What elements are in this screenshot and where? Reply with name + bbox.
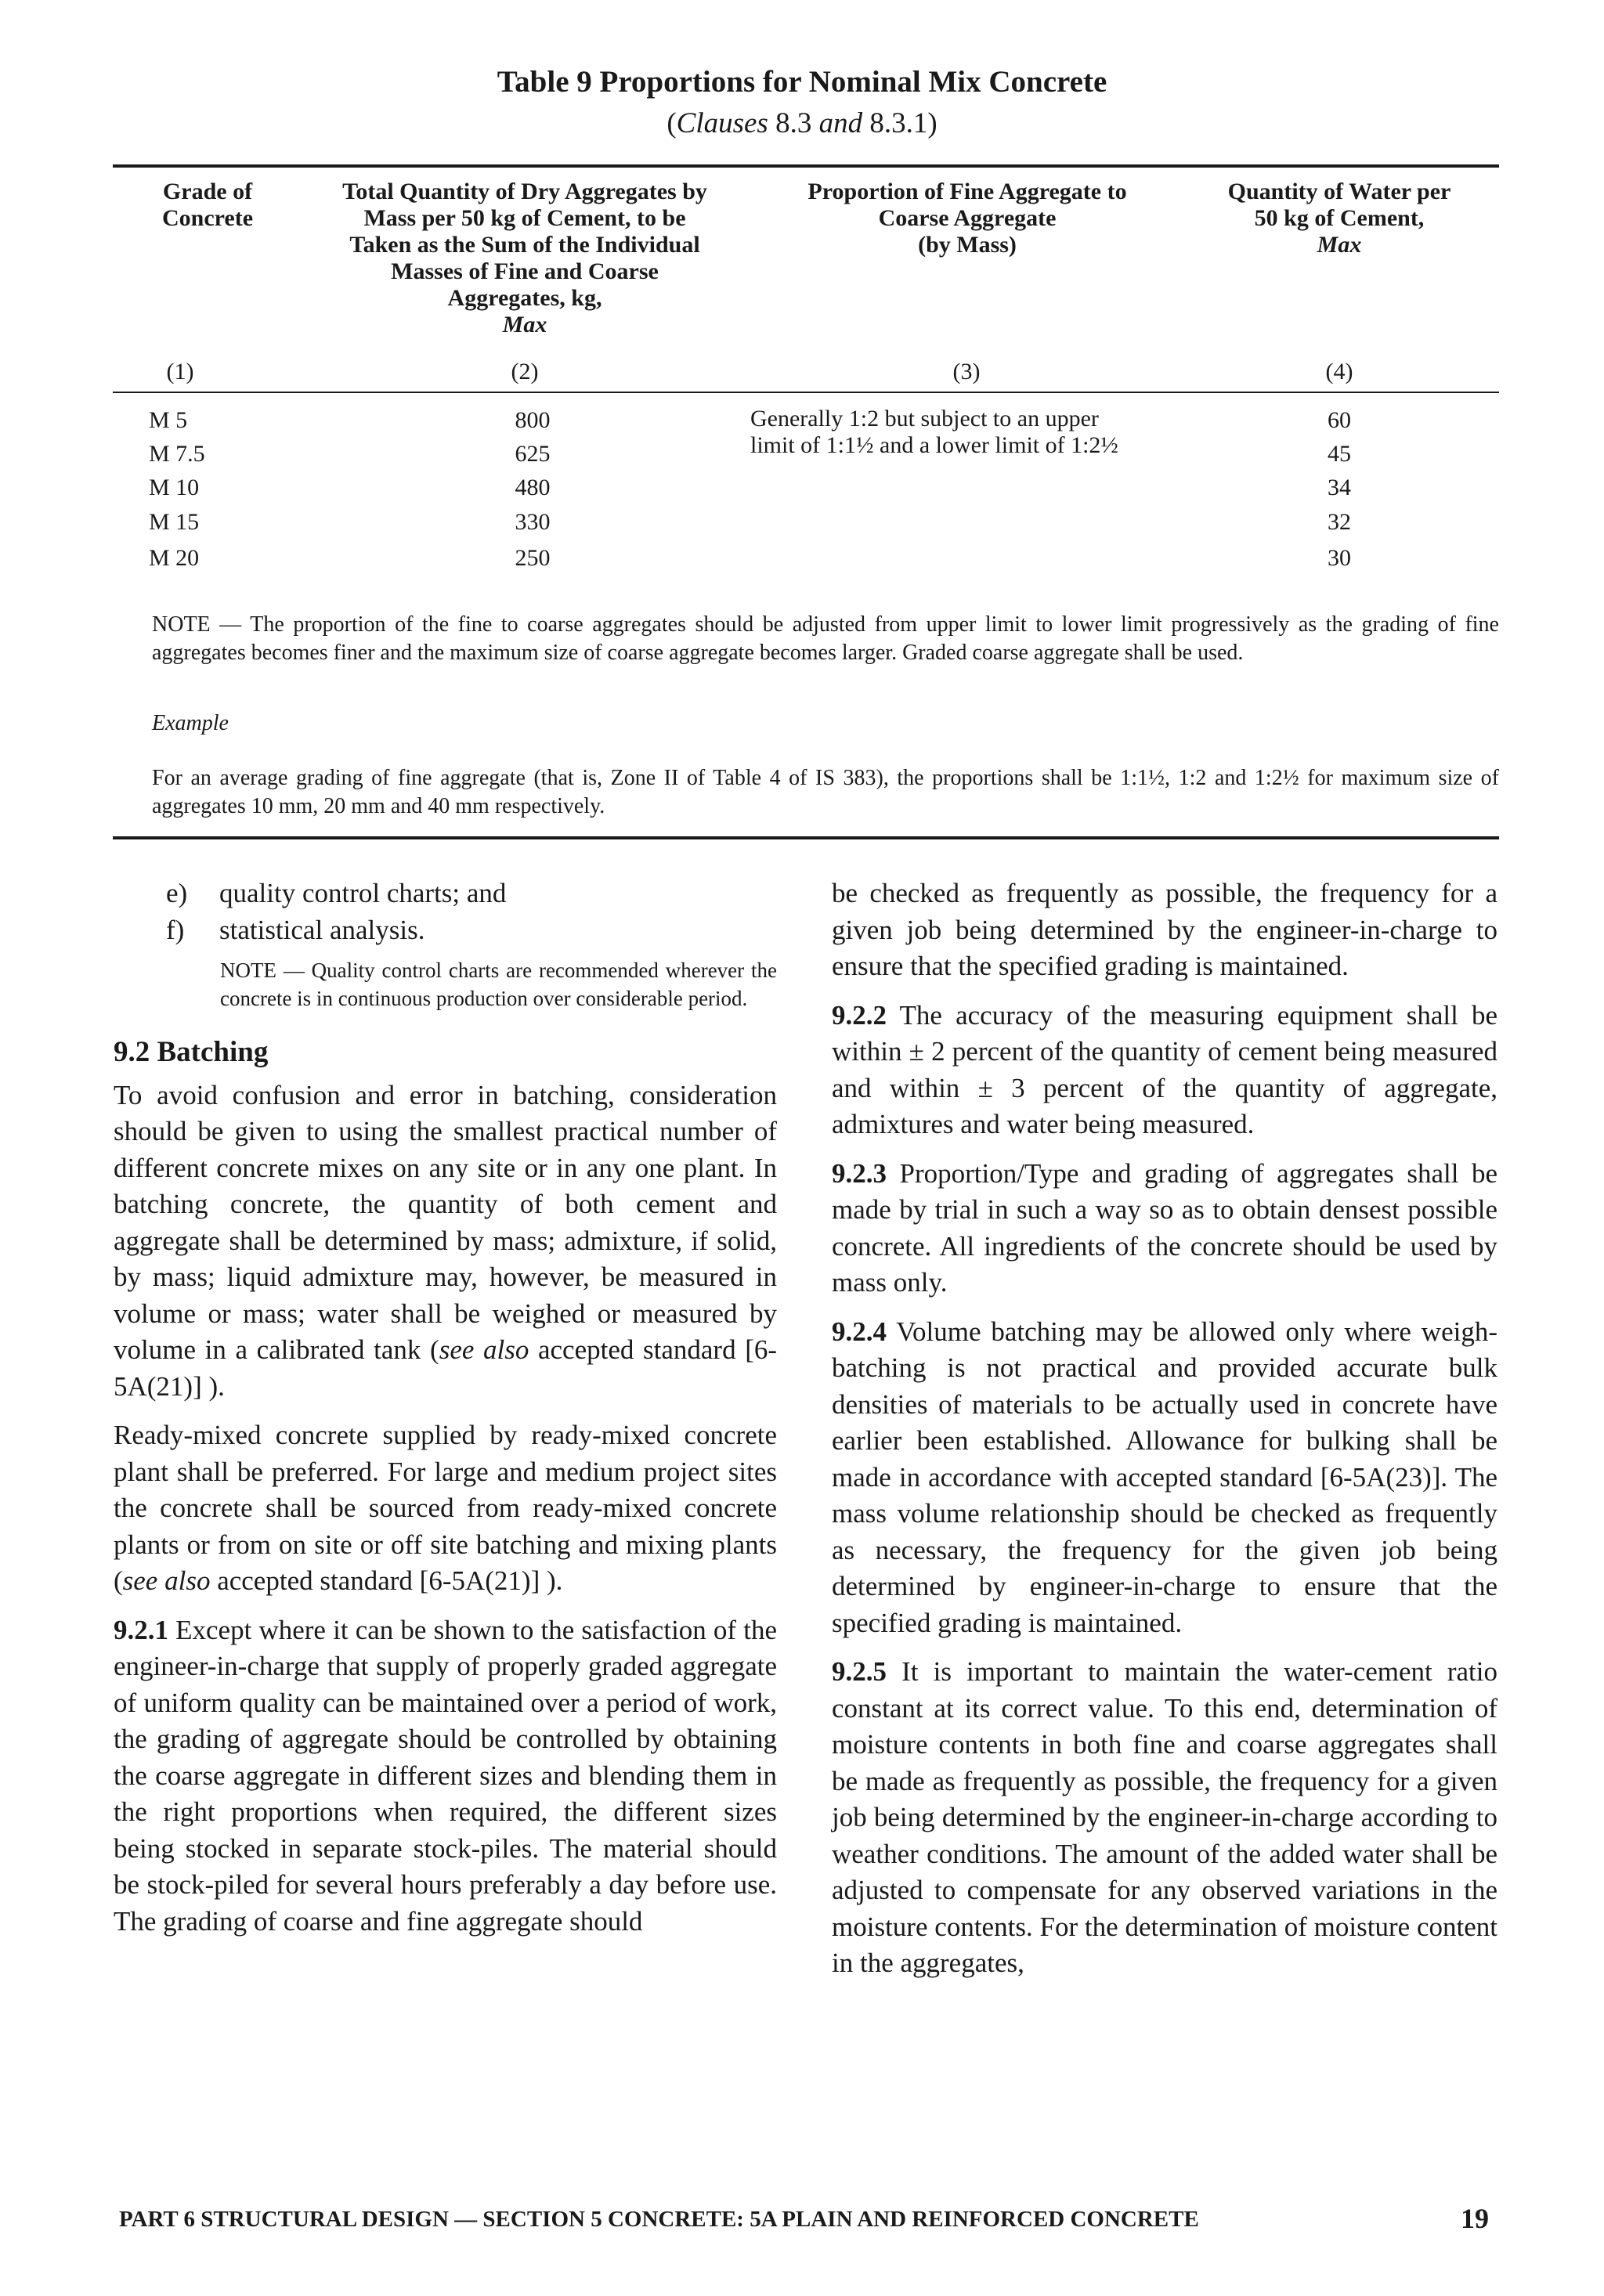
paragraph-text: accepted standard [6-5A(21)] ). [114,1334,778,1402]
clause-9-2-3 [832,1156,1497,1301]
header-rule [113,392,1499,393]
header-total-aggregates [294,179,756,338]
paragraph-text: Ready-mixed concrete supplied by ready-mixed concrete plant shall be preferred. For large and medium project sites the concrete shall be sourced from ready-mixed concrete plants or from on site or off site batching and mixing plants ( [114,1420,777,1596]
paragraph-batching [114,1078,777,1406]
cell-water: 45 [1328,441,1351,467]
header-line: Total Quantity of Dry Aggregates by [342,179,707,204]
table-top-rule [113,164,1499,168]
subtitle-open: ( [667,107,677,139]
list-text: statistical analysis. [219,914,425,945]
cell-aggregates: 250 [515,545,551,571]
column-number: (3) [952,359,981,384]
clause-text: It is important to maintain the water-cement ratio constant at its correct value. To this end, determination of moisture contents in both fine and coarse aggregates shall be made as frequently as possible, the frequency for a given job being determined by the engineer-in-charge according to weather conditions. The amount of the added water shall be adjusted to compensate for any observed variations in the moisture contents. For the determination of moisture content in the aggregates, [832,1656,1497,1978]
cell-water: 32 [1328,509,1351,535]
clause-number: 9.2.4 [832,1316,887,1347]
cell-water: 34 [1328,475,1351,500]
header-grade [149,179,266,232]
example-label: Example [152,711,229,735]
header-line: Aggregates, kg, [447,285,602,311]
cell-proportion [750,406,1173,459]
cell-aggregates: 330 [515,509,551,535]
proportion-line: limit of 1:1½ and a lower limit of 1:2½ [750,432,1118,458]
header-proportion [764,179,1171,258]
header-line: Grade of [162,179,253,204]
clause-number: 9.2.1 [114,1614,168,1645]
clause-9-2-2 [832,998,1497,1143]
table-title: Table 9 Proportions for Nominal Mix Concrete [497,65,1107,99]
clause-text: Proportion/Type and grading of aggregates shall be made by trial in such a way so as to obtain densest possible concrete. All ingredients of the concrete should be used by mass only. [832,1157,1497,1298]
subtitle-and: and [818,107,863,139]
cell-water: 30 [1328,545,1351,571]
list-item-f [114,912,777,949]
subtitle-clause-1: 8.3 [775,107,812,139]
see-also: see also [439,1334,529,1365]
clause-text: Volume batching may be allowed only where weigh-batching is not practical and provided accurate bulk densities of materials to be actually used in concrete have earlier been established. Allowance for bulking shall be made in accordance with accepted standard [6-5A(23)]. The mass volume relationship should be checked as frequently as necessary, the frequency for the given job being determined by engineer-in-charge to ensure that the specified grading is maintained. [832,1316,1497,1638]
cell-grade: M 20 [149,545,200,571]
left-column [114,875,777,1940]
table-bottom-rule [113,836,1499,839]
cell-aggregates: 800 [515,407,551,433]
page-number: 19 [1461,2203,1489,2234]
subtitle-clauses-word: Clauses [676,107,768,139]
header-line: Coarse Aggregate [878,205,1057,231]
header-line: Mass per 50 kg of Cement, to be [363,205,686,231]
list-text: quality control charts; and [219,878,507,908]
cell-grade: M 15 [149,509,200,535]
cell-aggregates: 625 [515,441,551,467]
clause-number: 9.2.3 [832,1157,887,1189]
header-line: Masses of Fine and Coarse [391,258,659,284]
subtitle-close: ) [927,107,937,139]
paragraph-ready-mixed [114,1417,777,1600]
column-number: (4) [1325,359,1353,384]
subtitle-clause-2: 8.3.1 [869,107,928,139]
section-heading-9-2: 9.2 Batching [114,1036,269,1068]
header-line: Concrete [161,205,254,231]
header-line: Proportion of Fine Aggregate to [807,179,1127,204]
cell-grade: M 5 [149,407,188,433]
cell-grade: M 7.5 [149,441,205,467]
see-also: see also [122,1565,211,1596]
cell-water: 60 [1328,407,1351,433]
clause-text: Except where it can be shown to the satisfaction of the engineer-in-charge that supply of properly graded aggregate of uniform quality can be maintained over a period of work, the grading of aggregate should be controlled by obtaining the coarse aggregate in different sizes and blending them in the right proportions when required, the different sizes being stocked in separate stock-piles. The material should be stock-piled for several hours preferably a day before use. The grading of coarse and fine aggregate should [114,1614,777,1937]
clause-9-2-4 [832,1314,1497,1642]
table-note: NOTE — The proportion of the fine to coarse aggregates should be adjusted from upper limit to lower limit progressively as the grading of fine aggregates becomes finer and the maximum size of coarse aggregate becomes larger. Graded coarse aggregate shall be used. [152,612,1499,665]
header-line: (by Mass) [918,232,1017,258]
clause-number: 9.2.2 [832,999,887,1031]
cell-aggregates: 480 [515,475,551,500]
header-max: Max [502,312,547,338]
paragraph-text: accepted standard [6-5A(21)] ). [210,1565,563,1596]
header-max: Max [1317,232,1362,258]
paragraph-text: To avoid confusion and error in batching, consideration should be given to using the smallest practical number of different concrete mixes on any site or in any one plant. In batching concrete, the quantity of both cement and aggregate shall be determined by mass; admixture, if solid, by mass; liquid admixture may, however, be measured in volume or mass; water shall be weighed or measured by volume in a calibrated tank ( [114,1079,777,1365]
example-text: For an average grading of fine aggregate (that is, Zone II of Table 4 of IS 383), the proportions shall be 1:1½, 1:2 and 1:2½ for maximum size of aggregates 10 mm, 20 mm and 40 mm respectively. [152,766,1499,818]
right-column [832,875,1497,1982]
paragraph-continued: be checked as frequently as possible, the frequency for a given job being determined by the engineer-in-charge to ensure that the specified grading is maintained. [832,878,1497,981]
column-number: (2) [511,359,539,384]
header-line: Quantity of Water per [1227,179,1451,204]
quality-control-note: NOTE — Quality control charts are recommended wherever the concrete is in continuous production over considerable period. [220,958,777,1010]
header-water [1175,179,1504,258]
clause-9-2-1 [114,1612,777,1940]
list-marker: f) [166,914,185,945]
page-footer: PART 6 STRUCTURAL DESIGN — SECTION 5 CONCRETE: 5A PLAIN AND REINFORCED CONCRETE [119,2207,1199,2232]
clause-9-2-5 [832,1654,1497,1982]
list-item-e [114,875,777,912]
column-number: (1) [166,359,194,384]
proportion-line: Generally 1:2 but subject to an upper [750,406,1099,431]
clause-number: 9.2.5 [832,1656,887,1687]
cell-grade: M 10 [149,475,200,500]
list-marker: e) [166,878,188,908]
header-line: 50 kg of Cement, [1254,205,1425,231]
table-subtitle [0,106,1604,140]
clause-text: The accuracy of the measuring equipment shall be within ± 2 percent of the quantity of cement being measured and within ± 3 percent of the quantity of aggregate, admixtures and water being measured. [832,999,1497,1139]
header-line: Taken as the Sum of the Individual [349,232,700,258]
